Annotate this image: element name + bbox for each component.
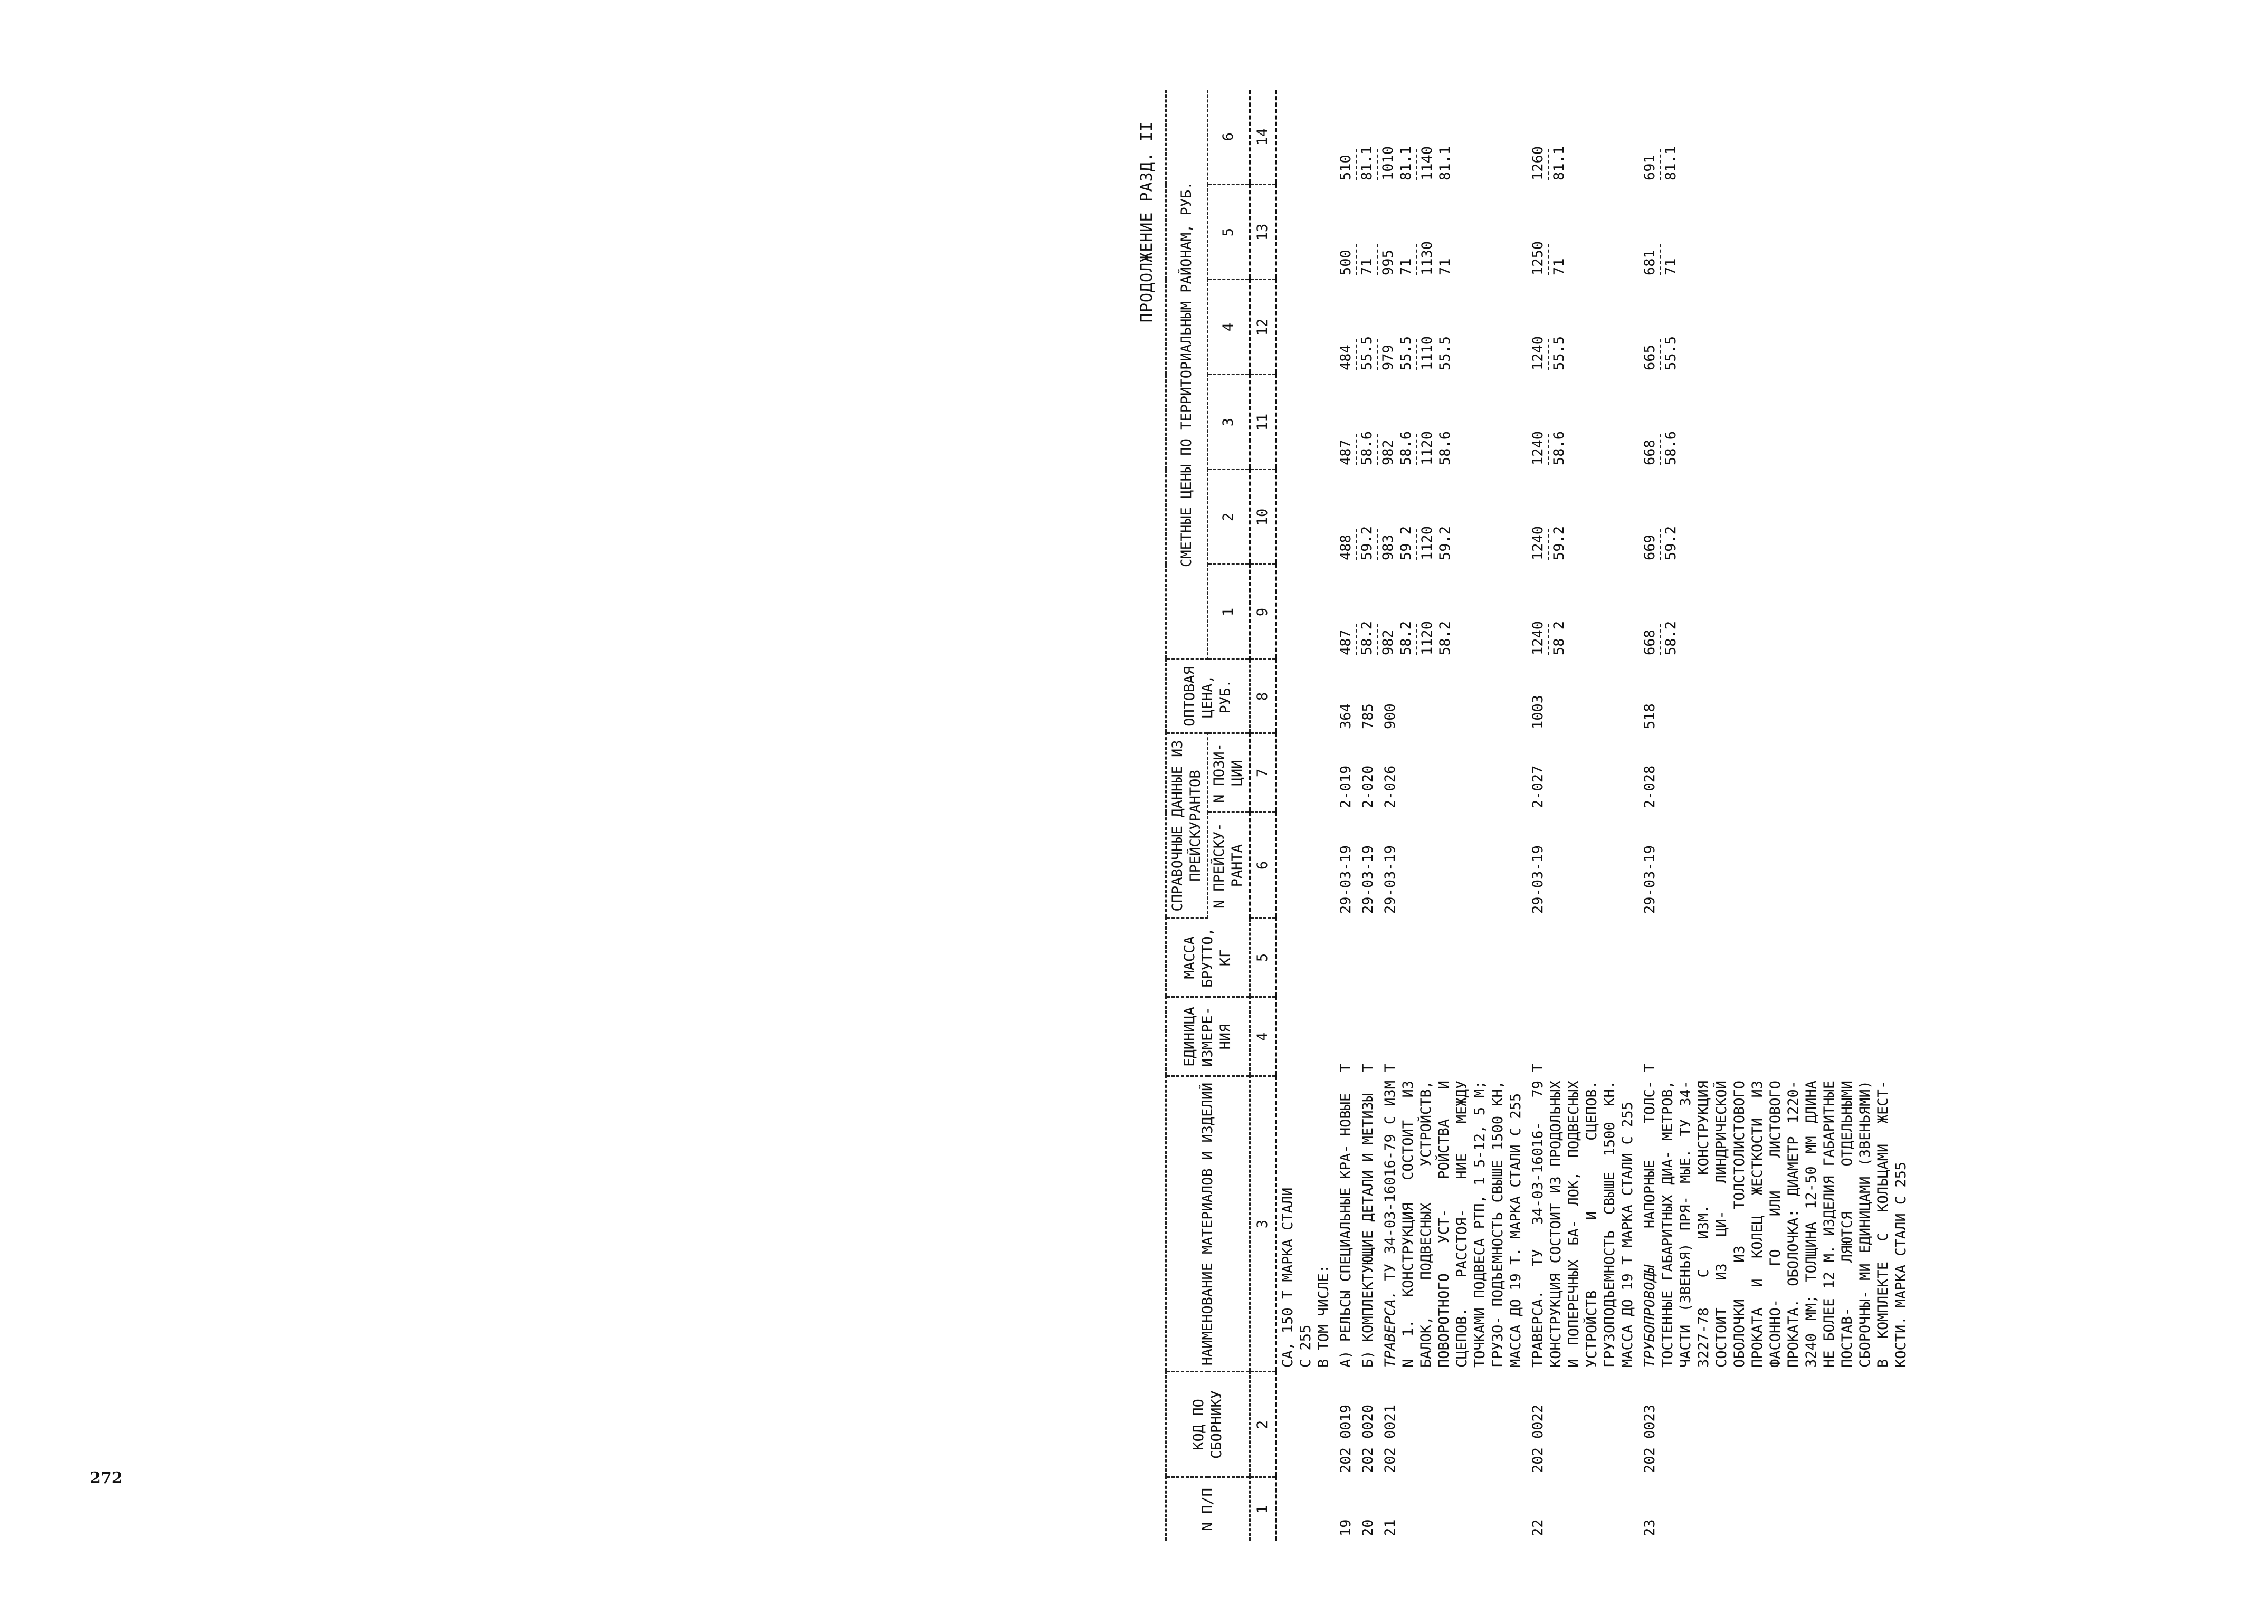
price-value: 1120 <box>1419 620 1435 655</box>
row-unit: Т <box>1338 1063 1354 1072</box>
price-value: 58.6 <box>1398 431 1414 465</box>
price-value: 1120 <box>1419 431 1435 465</box>
price-cell <box>1527 280 1639 375</box>
header-mass: МАССА БРУТТО, КГ <box>1166 918 1250 997</box>
header-unit: ЕДИНИЦА ИЗМЕРЕ- НИЯ <box>1166 997 1250 1076</box>
fraction-line <box>1660 149 1661 180</box>
price-value: 71 <box>1437 258 1453 275</box>
row-np: 23 <box>1642 1519 1658 1536</box>
price-cell <box>1335 280 1527 375</box>
price-value: 55.5 <box>1551 336 1567 370</box>
price-value: 668 <box>1642 629 1658 655</box>
price-value: 982 <box>1380 629 1396 655</box>
fraction-line <box>1416 244 1417 275</box>
row-wholesale: 518 <box>1642 703 1658 729</box>
col-number: 8 <box>1250 660 1276 733</box>
row-name-italic: ТРУБОПРОВОДЫ <box>1642 1264 1658 1368</box>
price-cell <box>1527 185 1639 280</box>
price-value: 510 <box>1338 155 1354 180</box>
row-position: 2-028 <box>1642 765 1658 808</box>
price-value: 668 <box>1642 440 1658 465</box>
price-cell <box>1639 90 1912 185</box>
row-np: 21 <box>1382 1519 1398 1536</box>
price-table <box>1165 90 1912 1541</box>
header-group-prices: СМЕТНЫЕ ЦЕНЫ ПО ТЕРРИТОРИАЛЬНЫМ РАЙОНАМ, РУБ. <box>1166 90 1208 660</box>
row-position: 2-020 <box>1360 765 1376 808</box>
fraction-line <box>1660 434 1661 465</box>
col-number: 3 <box>1250 1076 1276 1372</box>
fraction-line <box>1660 244 1661 275</box>
header-group-reference: СПРАВОЧНЫЕ ДАННЫЕ ИЗ ПРЕЙСКУРАНТОВ <box>1166 733 1208 918</box>
fraction-line <box>1416 339 1417 370</box>
price-value: 982 <box>1380 440 1396 465</box>
price-value: 487 <box>1338 440 1354 465</box>
row-name: Б) КОМПЛЕКТУЮЩИЕ ДЕТАЛИ И МЕТИЗЫ <box>1360 1093 1376 1368</box>
row-np: 20 <box>1360 1519 1376 1536</box>
price-cell <box>1639 375 1912 470</box>
fraction-line <box>1660 339 1661 370</box>
price-value: 669 <box>1642 534 1658 560</box>
row-unit: Т <box>1360 1063 1376 1072</box>
col-number: 2 <box>1250 1372 1276 1477</box>
price-cell <box>1639 185 1912 280</box>
price-value: 665 <box>1642 345 1658 370</box>
row-code: 202 0019 <box>1338 1404 1354 1473</box>
price-value: 488 <box>1338 534 1354 560</box>
price-cell <box>1527 90 1639 185</box>
intro-text: СА, 150 Т МАРКА СТАЛИ С 255 В ТОМ ЧИСЛЕ: <box>1280 1187 1332 1368</box>
price-cell <box>1639 470 1912 565</box>
fraction-line <box>1356 529 1357 560</box>
price-value: 1240 <box>1530 620 1546 655</box>
price-value: 1120 <box>1419 526 1435 560</box>
price-value: 1130 <box>1419 241 1435 275</box>
header-name: НАИМЕНОВАНИЕ МАТЕРИАЛОВ И ИЗДЕЛИЙ <box>1166 1076 1250 1372</box>
price-value: 58.6 <box>1359 431 1375 465</box>
fraction-line <box>1548 244 1549 275</box>
price-value: 58 2 <box>1551 620 1567 655</box>
fraction-line <box>1377 149 1378 180</box>
fraction-line <box>1377 529 1378 560</box>
row-wholesale: 900 <box>1382 703 1398 729</box>
col-number: 5 <box>1250 918 1276 997</box>
price-value: 1140 <box>1419 146 1435 180</box>
row-mass <box>1527 918 1639 997</box>
row-wholesale: 364 <box>1338 703 1354 729</box>
price-value: 58.6 <box>1551 431 1567 465</box>
price-value: 59 2 <box>1398 526 1414 560</box>
fraction-line <box>1548 149 1549 180</box>
price-cell <box>1527 470 1639 565</box>
fraction-line <box>1548 339 1549 370</box>
price-value: 59.2 <box>1663 526 1679 560</box>
price-cell <box>1639 565 1912 660</box>
fraction-line <box>1377 624 1378 655</box>
header-region: 6 <box>1208 90 1250 185</box>
row-position: 2-026 <box>1382 765 1398 808</box>
price-value: 55.5 <box>1398 336 1414 370</box>
fraction-line <box>1416 149 1417 180</box>
col-number: 9 <box>1250 565 1276 660</box>
price-value: 1250 <box>1530 241 1546 275</box>
row-price-list: 29-03-19 <box>1360 845 1376 914</box>
price-cell <box>1527 565 1639 660</box>
header-region: 1 <box>1208 565 1250 660</box>
col-number: 1 <box>1250 1477 1276 1541</box>
price-value: 81.1 <box>1437 146 1453 180</box>
price-value: 71 <box>1359 258 1375 275</box>
header-position: N ПОЗИ- ЦИИ <box>1208 733 1250 813</box>
col-number: 4 <box>1250 997 1276 1076</box>
price-cell <box>1335 185 1527 280</box>
price-cell <box>1335 565 1527 660</box>
header-price-list: N ПРЕЙСКУ- РАНТА <box>1208 813 1250 918</box>
row-code: 202 0022 <box>1530 1404 1546 1473</box>
fraction-line <box>1416 624 1417 655</box>
header-region: 2 <box>1208 470 1250 565</box>
price-value: 979 <box>1380 345 1396 370</box>
fraction-line <box>1356 149 1357 180</box>
price-value: 58.2 <box>1437 620 1453 655</box>
price-value: 71 <box>1663 258 1679 275</box>
table-row <box>1335 90 1357 1541</box>
col-number: 12 <box>1250 280 1276 375</box>
header-region: 5 <box>1208 185 1250 280</box>
fraction-line <box>1356 624 1357 655</box>
col-number: 7 <box>1250 733 1276 813</box>
price-value: 1240 <box>1530 336 1546 370</box>
row-price-list: 29-03-19 <box>1642 845 1658 914</box>
price-value: 55.5 <box>1359 336 1375 370</box>
row-wholesale: 785 <box>1360 703 1376 729</box>
price-value: 1110 <box>1419 336 1435 370</box>
col-number: 14 <box>1250 90 1276 185</box>
price-value: 58.2 <box>1663 620 1679 655</box>
price-value: 995 <box>1380 250 1396 275</box>
price-value: 1010 <box>1380 146 1396 180</box>
price-cell <box>1639 280 1912 375</box>
row-mass <box>1379 918 1527 997</box>
fraction-line <box>1356 339 1357 370</box>
price-value: 81.1 <box>1663 146 1679 180</box>
section-note: ПРОДОЛЖЕНИЕ РАЗД. II <box>1138 121 1156 323</box>
header-wholesale: ОПТОВАЯ ЦЕНА, РУБ. <box>1166 660 1250 733</box>
fraction-line <box>1416 434 1417 465</box>
row-price-list: 29-03-19 <box>1338 845 1354 914</box>
rotated-table-page <box>1138 90 2268 1541</box>
price-value: 71 <box>1398 258 1414 275</box>
row-price-list: 29-03-19 <box>1530 845 1546 914</box>
fraction-line <box>1660 624 1661 655</box>
row-name-italic: ТРАВЕРСА. <box>1382 1290 1398 1368</box>
table-row <box>1527 90 1639 1541</box>
price-value: 59.2 <box>1437 526 1453 560</box>
price-value: 484 <box>1338 345 1354 370</box>
row-unit: Т <box>1642 1063 1658 1072</box>
row-np: 19 <box>1338 1519 1354 1536</box>
row-mass <box>1639 918 1912 997</box>
row-wholesale: 1003 <box>1530 694 1546 729</box>
row-position: 2-019 <box>1338 765 1354 808</box>
fraction-line <box>1660 529 1661 560</box>
price-cell <box>1335 470 1527 565</box>
row-mass <box>1335 918 1357 997</box>
fraction-line <box>1356 434 1357 465</box>
col-number: 13 <box>1250 185 1276 280</box>
fraction-line <box>1548 529 1549 560</box>
row-unit: Т <box>1382 1063 1398 1072</box>
row-code: 202 0020 <box>1360 1404 1376 1473</box>
col-number: 10 <box>1250 470 1276 565</box>
row-np: 22 <box>1530 1519 1546 1536</box>
row-code: 202 0021 <box>1382 1404 1398 1473</box>
price-value: 691 <box>1642 155 1658 180</box>
header-region: 4 <box>1208 280 1250 375</box>
fraction-line <box>1548 434 1549 465</box>
col-number: 11 <box>1250 375 1276 470</box>
column-numbers-row <box>1250 90 1276 1541</box>
price-value: 58.6 <box>1663 431 1679 465</box>
row-name: А) РЕЛЬСЫ СПЕЦИАЛЬНЫЕ КРА- НОВЫЕ <box>1338 1093 1354 1368</box>
fraction-line <box>1377 434 1378 465</box>
row-unit: Т <box>1530 1063 1546 1072</box>
table-row <box>1639 90 1912 1541</box>
fraction-line <box>1416 529 1417 560</box>
price-value: 500 <box>1338 250 1354 275</box>
price-value: 1260 <box>1530 146 1546 180</box>
price-cell <box>1335 375 1527 470</box>
price-value: 55.5 <box>1663 336 1679 370</box>
col-number: 6 <box>1250 813 1276 918</box>
price-value: 1240 <box>1530 431 1546 465</box>
fraction-line <box>1548 624 1549 655</box>
row-name: ТРАВЕРСА. ТУ 34-03-16016-79 С ИЗМ N 1. КОНСТРУКЦИЯ СОСТОИТ ИЗ БАЛОК, ПОДВЕСНЫХ УСТРОЙСТВ, ПОВОРОТНОГО УСТ- РОЙСТВА И СЦЕПОВ. РАССТОЯ- НИЕ МЕЖДУ ТОЧКАМИ ПОДВЕСА РТП, 1 5-12, 5 М; ГРУЗО- ПОДЪЕМНОСТЬ СВЫШЕ 1500 КН, МАССА ДО 19 Т. МАРКА СТАЛИ С 255 <box>1382 1080 1524 1368</box>
price-value: 1240 <box>1530 526 1546 560</box>
header-code: КОД ПО СБОРНИКУ <box>1166 1372 1250 1477</box>
fraction-line <box>1377 339 1378 370</box>
intro-row <box>1276 90 1335 1541</box>
row-position: 2-027 <box>1530 765 1546 808</box>
price-value: 681 <box>1642 250 1658 275</box>
price-cell <box>1527 375 1639 470</box>
price-value: 58.2 <box>1398 620 1414 655</box>
table-header <box>1166 90 1276 1541</box>
fraction-line <box>1356 244 1357 275</box>
price-value: 81.1 <box>1359 146 1375 180</box>
price-value: 81.1 <box>1398 146 1414 180</box>
price-value: 59.2 <box>1551 526 1567 560</box>
row-code: 202 0023 <box>1642 1404 1658 1473</box>
price-value: 81.1 <box>1551 146 1567 180</box>
row-mass <box>1357 918 1379 997</box>
price-value: 983 <box>1380 534 1396 560</box>
page-number: 272 <box>90 1469 123 1487</box>
price-cell <box>1335 90 1527 185</box>
row-name: ТРАВЕРСА. ТУ 34-03-16016- 79 КОНСТРУКЦИЯ СОСТОИТ ИЗ ПРОДОЛЬНЫХ И ПОПЕРЕЧНЫХ БА- ЛОК, ПОДВЕСНЫХ УСТРОЙСТВ И СЦЕПОВ. ГРУЗОПОДЪЕМНОСТЬ СВЫШЕ 1500 КН. МАССА ДО 19 Т МАРКА СТАЛИ С 255 <box>1530 1081 1636 1368</box>
header-np: N П/П <box>1166 1477 1250 1541</box>
header-region: 3 <box>1208 375 1250 470</box>
price-value: 487 <box>1338 629 1354 655</box>
price-value: 59.2 <box>1359 526 1375 560</box>
fraction-line <box>1377 244 1378 275</box>
price-value: 55.5 <box>1437 336 1453 370</box>
price-value: 71 <box>1551 258 1567 275</box>
price-value: 58.6 <box>1437 431 1453 465</box>
row-name: ТРУБОПРОВОДЫ НАПОРНЫЕ ТОЛС- ТОСТЕННЫЕ ГАБАРИТНЫХ ДИА- МЕТРОВ, ЧАСТИ (ЗВЕНЬЯ) ПРЯ- МЫЕ. ТУ 34-3227-78 С ИЗМ. КОНСТРУКЦИЯ СОСТОИТ ИЗ ЦИ- ЛИНДРИЧЕСКОЙ ОБОЛОЧКИ ИЗ ТОЛСТОЛИСТОВОГО ПРОКАТА И КОЛЕЦ ЖЕСТКОСТИ ИЗ ФАСОННО- ГО ИЛИ ЛИСТОВОГО ПРОКАТА. ОБОЛОЧКА: ДИАМЕТР 1220-3240 ММ; ТОЛЩИНА 12-50 ММ ДЛИНА НЕ БОЛЕЕ 12 М. ИЗДЕЛИЯ ГАБАРИТНЫЕ ПОСТАВ- ЛЯЮТСЯ ОТДЕЛЬНЫМИ СБОРОЧНЫ- МИ ЕДИНИЦАМИ (ЗВЕНЬЯМИ) В КОМПЛЕКТЕ С КОЛЬЦАМИ ЖЕСТ- КОСТИ. МАРКА СТАЛИ С 255 <box>1642 1081 1909 1368</box>
row-price-list: 29-03-19 <box>1382 845 1398 914</box>
price-value: 58.2 <box>1359 620 1375 655</box>
